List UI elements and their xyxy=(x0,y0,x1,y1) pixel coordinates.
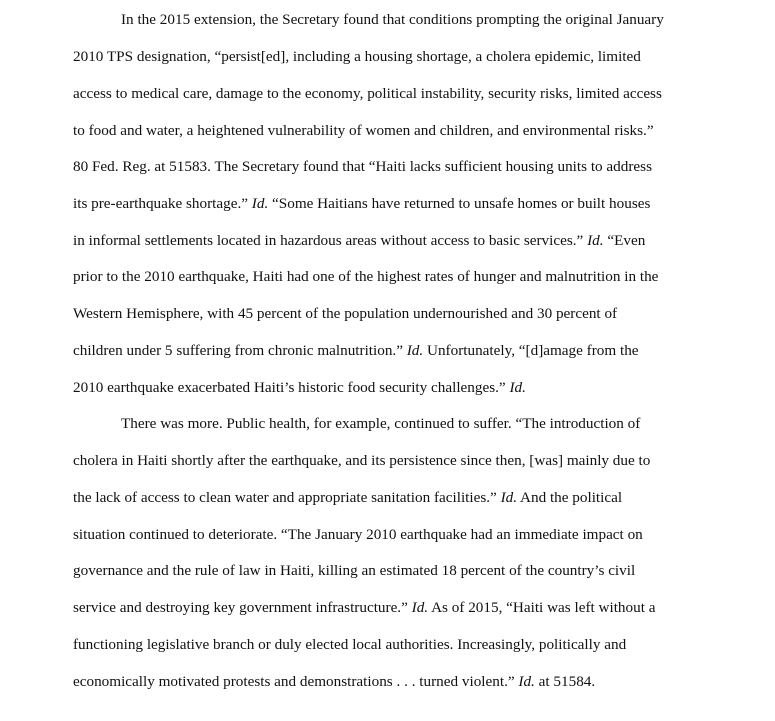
text-run: children under 5 suffering from chronic malnutrition.” xyxy=(73,342,407,359)
text-run: There was more. Public health, for example, continued to suffer. “The introduction of xyxy=(121,415,641,432)
text-line xyxy=(73,561,635,581)
text-line xyxy=(73,525,643,545)
text-run: governance and the rule of law in Haiti, killing an estimated 18 percent of the country’s civil xyxy=(73,562,636,579)
text-line xyxy=(73,84,662,104)
text-run: In the 2015 extension, the Secretary found that conditions prompting the original January xyxy=(121,11,664,28)
text-line xyxy=(73,231,645,251)
text-line xyxy=(121,414,640,434)
text-line xyxy=(121,10,664,30)
text-line xyxy=(73,47,641,67)
text-line xyxy=(73,378,526,398)
text-line xyxy=(73,267,658,287)
text-run: And the political xyxy=(517,489,623,506)
citation-id: Id. xyxy=(500,489,518,506)
text-run: functioning legislative branch or duly elected local authorities. Increasingly, politically and xyxy=(73,636,627,653)
text-run: Western Hemisphere, with 45 percent of the population undernourished and 30 percent of xyxy=(73,305,618,322)
text-line xyxy=(73,488,622,508)
text-run: to food and water, a heightened vulnerability of women and children, and environmental risks.” xyxy=(73,122,654,139)
text-run: 2010 earthquake exacerbated Haiti’s historic food security challenges.” xyxy=(73,379,510,396)
text-line xyxy=(73,194,650,214)
text-run: “Some Haitians have returned to unsafe homes or built houses xyxy=(268,195,651,212)
citation-id: Id. xyxy=(587,232,604,249)
text-line xyxy=(73,341,639,361)
citation-id: Id. xyxy=(251,195,269,212)
text-run: economically motivated protests and demonstrations . . . turned violent.” xyxy=(73,673,519,690)
citation-id: Id. xyxy=(406,342,424,359)
text-run: access to medical care, damage to the economy, political instability, security risks, limited access xyxy=(73,85,662,102)
text-run: “Even xyxy=(603,232,646,249)
text-line xyxy=(73,598,655,618)
text-run: 80 Fed. Reg. at 51583. The Secretary found that “Haiti lacks sufficient housing units to address xyxy=(73,158,652,175)
text-run: in informal settlements located in hazardous areas without access to basic services.” xyxy=(73,232,588,249)
text-run: at 51584. xyxy=(534,673,596,690)
text-run: situation continued to deteriorate. “The January 2010 earthquake had an immediate impact on xyxy=(73,526,643,543)
text-run: prior to the 2010 earthquake, Haiti had one of the highest rates of hunger and malnutrition in the xyxy=(73,268,659,285)
text-run: Unfortunately, “[d]amage from the xyxy=(423,342,639,359)
text-run: cholera in Haiti shortly after the earthquake, and its persistence since then, [was] mainly due to xyxy=(73,452,651,469)
text-run: its pre-earthquake shortage.” xyxy=(73,195,252,212)
text-run: 2010 TPS designation, “persist[ed], including a housing shortage, a cholera epidemic, limited xyxy=(73,48,641,65)
text-run: As of 2015, “Haiti was left without a xyxy=(428,599,656,616)
text-line xyxy=(73,451,650,471)
text-line xyxy=(73,672,595,692)
text-line xyxy=(73,157,652,177)
text-line xyxy=(73,121,654,141)
citation-id: Id. xyxy=(509,379,526,396)
citation-id: Id. xyxy=(518,673,535,690)
text-line xyxy=(73,635,626,655)
text-line xyxy=(73,304,617,324)
text-run: the lack of access to clean water and appropriate sanitation facilities.” xyxy=(73,489,501,506)
text-run: service and destroying key government infrastructure.” xyxy=(73,599,412,616)
citation-id: Id. xyxy=(411,599,429,616)
